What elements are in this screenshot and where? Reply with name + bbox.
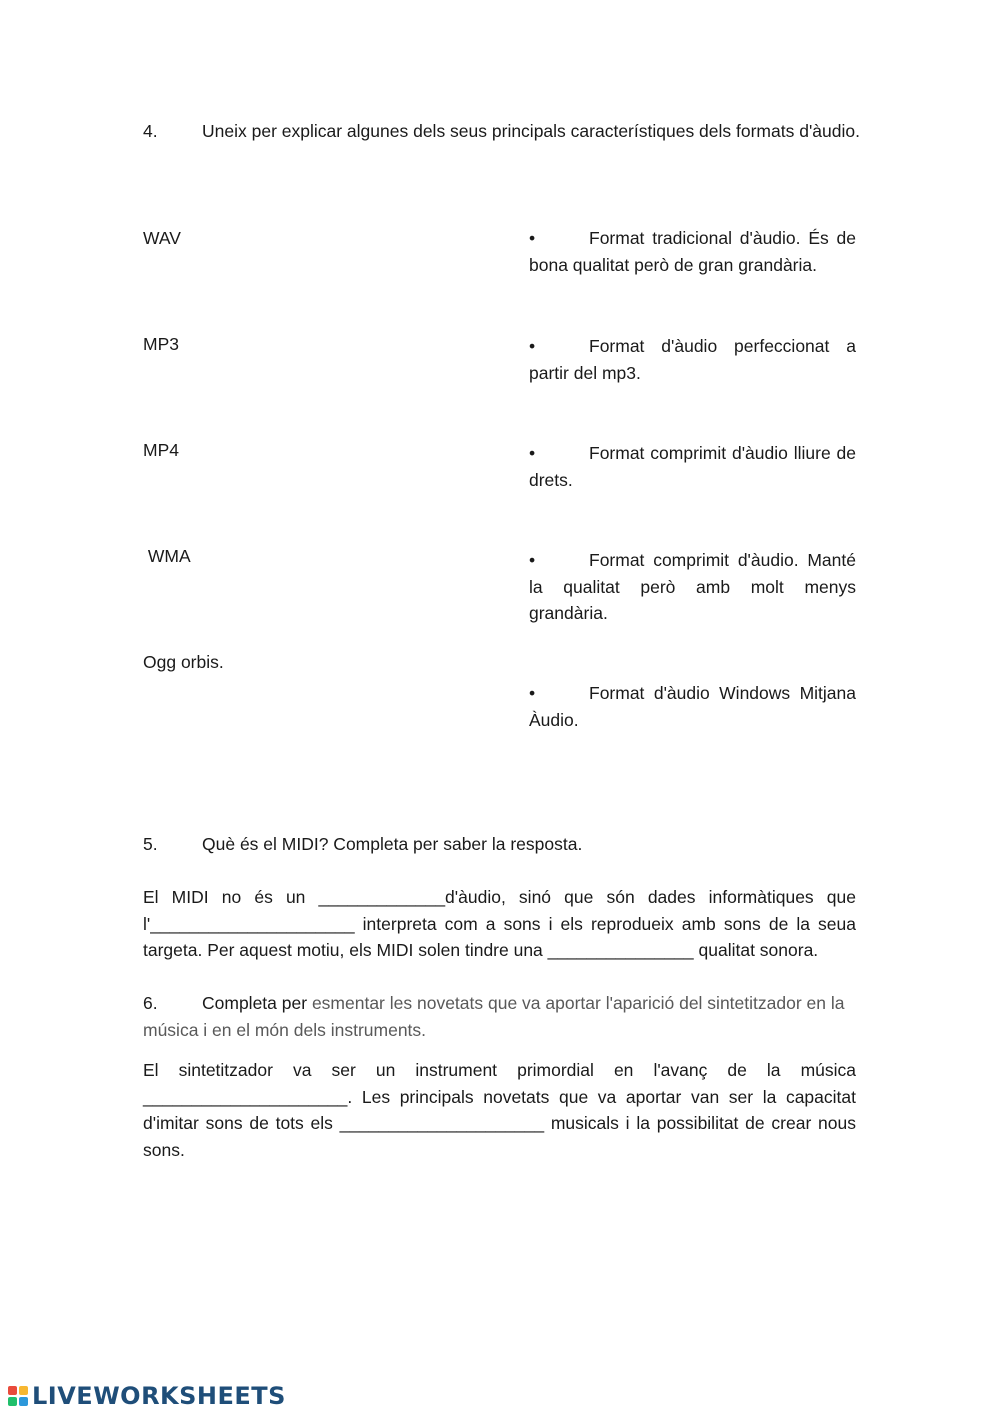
question-6-heading — [143, 990, 856, 1043]
logo-brand-text: LIVEWORKSHEETS — [32, 1382, 286, 1410]
question-4-text: Uneix per explicar algunes dels seus principals característiques dels formats d'àudio. — [202, 121, 860, 141]
format-label-mp3: MP3 — [143, 334, 179, 354]
question-6-paragraph: El sintetitzador va ser un instrument primordial en l'avanç de la música _____________________. Les principals novetats que va aportar van ser la capacitat d'imitar sons de tots els _____________________ musicals i la possibilitat de crear nous sons. — [143, 1060, 856, 1160]
format-label-ogg: Ogg orbis. — [143, 652, 224, 672]
bullet-icon: • — [529, 336, 536, 356]
description-text-5: Format d'àudio Windows Mitjana Àudio. — [529, 683, 856, 730]
description-item-4 — [529, 547, 856, 627]
bullet-icon: • — [529, 443, 536, 463]
liveworksheets-logo — [8, 1383, 286, 1409]
question-6-text-gray: esmentar les novetats que va aportar l'aparició del sintetitzador en la música i en el món dels instruments. — [143, 993, 845, 1040]
description-text-2: Format d'àudio perfeccionat a partir del mp3. — [529, 336, 856, 383]
question-4-number: 4. — [143, 121, 158, 141]
description-text-4: Format comprimit d'àudio. Manté la qualitat però amb molt menys grandària. — [529, 550, 856, 623]
question-6-text-dark: Completa per — [202, 993, 308, 1013]
question-6-number: 6. — [143, 993, 158, 1013]
logo-grid-icon — [8, 1386, 28, 1406]
question-5-number: 5. — [143, 834, 158, 854]
description-item-1 — [529, 225, 856, 278]
question-4-heading — [143, 118, 903, 145]
format-label-wma: WMA — [143, 546, 191, 566]
bullet-icon: • — [529, 228, 536, 248]
question-5-paragraph: El MIDI no és un _____________d'àudio, sinó que són dades informàtiques que l'_____________________ interpreta com a sons i els reprodueix amb sons de la seua targeta. Per aquest motiu, els MIDI solen tindre una _______________ qualitat sonora. — [143, 887, 856, 960]
format-label-wav: WAV — [143, 228, 181, 248]
format-label-mp4: MP4 — [143, 440, 179, 460]
description-item-2 — [529, 333, 856, 386]
question-5-heading — [143, 831, 903, 858]
bullet-icon: • — [529, 683, 536, 703]
bullet-icon: • — [529, 550, 536, 570]
description-text-3: Format comprimit d'àudio lliure de drets. — [529, 443, 856, 490]
description-text-1: Format tradicional d'àudio. És de bona qualitat però de gran grandària. — [529, 228, 856, 275]
description-item-3 — [529, 440, 856, 493]
description-item-5 — [529, 680, 856, 733]
question-5-text: Què és el MIDI? Completa per saber la resposta. — [202, 834, 583, 854]
